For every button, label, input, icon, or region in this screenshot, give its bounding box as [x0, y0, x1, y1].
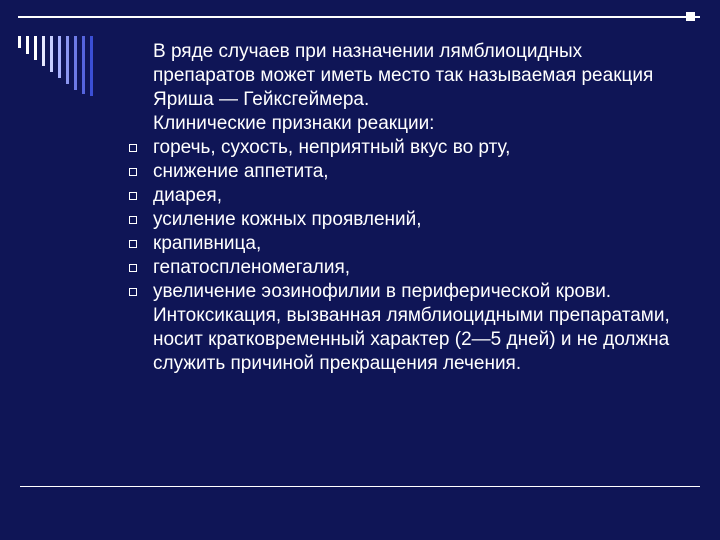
square-bullet-icon: [129, 240, 137, 248]
square-bullet-icon: [129, 192, 137, 200]
top-rule: [18, 16, 700, 18]
corner-square: [686, 12, 695, 21]
list-item: увеличение эозинофилии в периферической крови.: [128, 280, 688, 304]
square-bullet-icon: [129, 168, 137, 176]
square-bullet-icon: [129, 264, 137, 272]
square-bullet-icon: [129, 216, 137, 224]
list-item: горечь, сухость, неприятный вкус во рту,: [128, 136, 688, 160]
bottom-rule: [20, 486, 700, 487]
signs-heading: Клинические признаки реакции:: [153, 113, 435, 134]
list-item: усиление кожных проявлений,: [128, 208, 688, 232]
intro-paragraph: В ряде случаев при назначении лямблиоцидных препаратов может иметь место так называемая реакция Яриша — Гейксгеймера.: [153, 41, 654, 110]
square-bullet-icon: [129, 288, 137, 296]
conclusion-paragraph: Интоксикация, вызванная лямблиоцидными препаратами, носит кратковременный характер (2—5 дней) и не должна служить причиной прекращения лечения.: [153, 305, 670, 374]
list-item: крапивница,: [128, 232, 688, 256]
list-item: гепатоспленомегалия,: [128, 256, 688, 280]
square-bullet-icon: [129, 144, 137, 152]
slide-body: [128, 40, 688, 376]
list-item: диарея,: [128, 184, 688, 208]
list-item: снижение аппетита,: [128, 160, 688, 184]
signs-list: [128, 136, 688, 304]
